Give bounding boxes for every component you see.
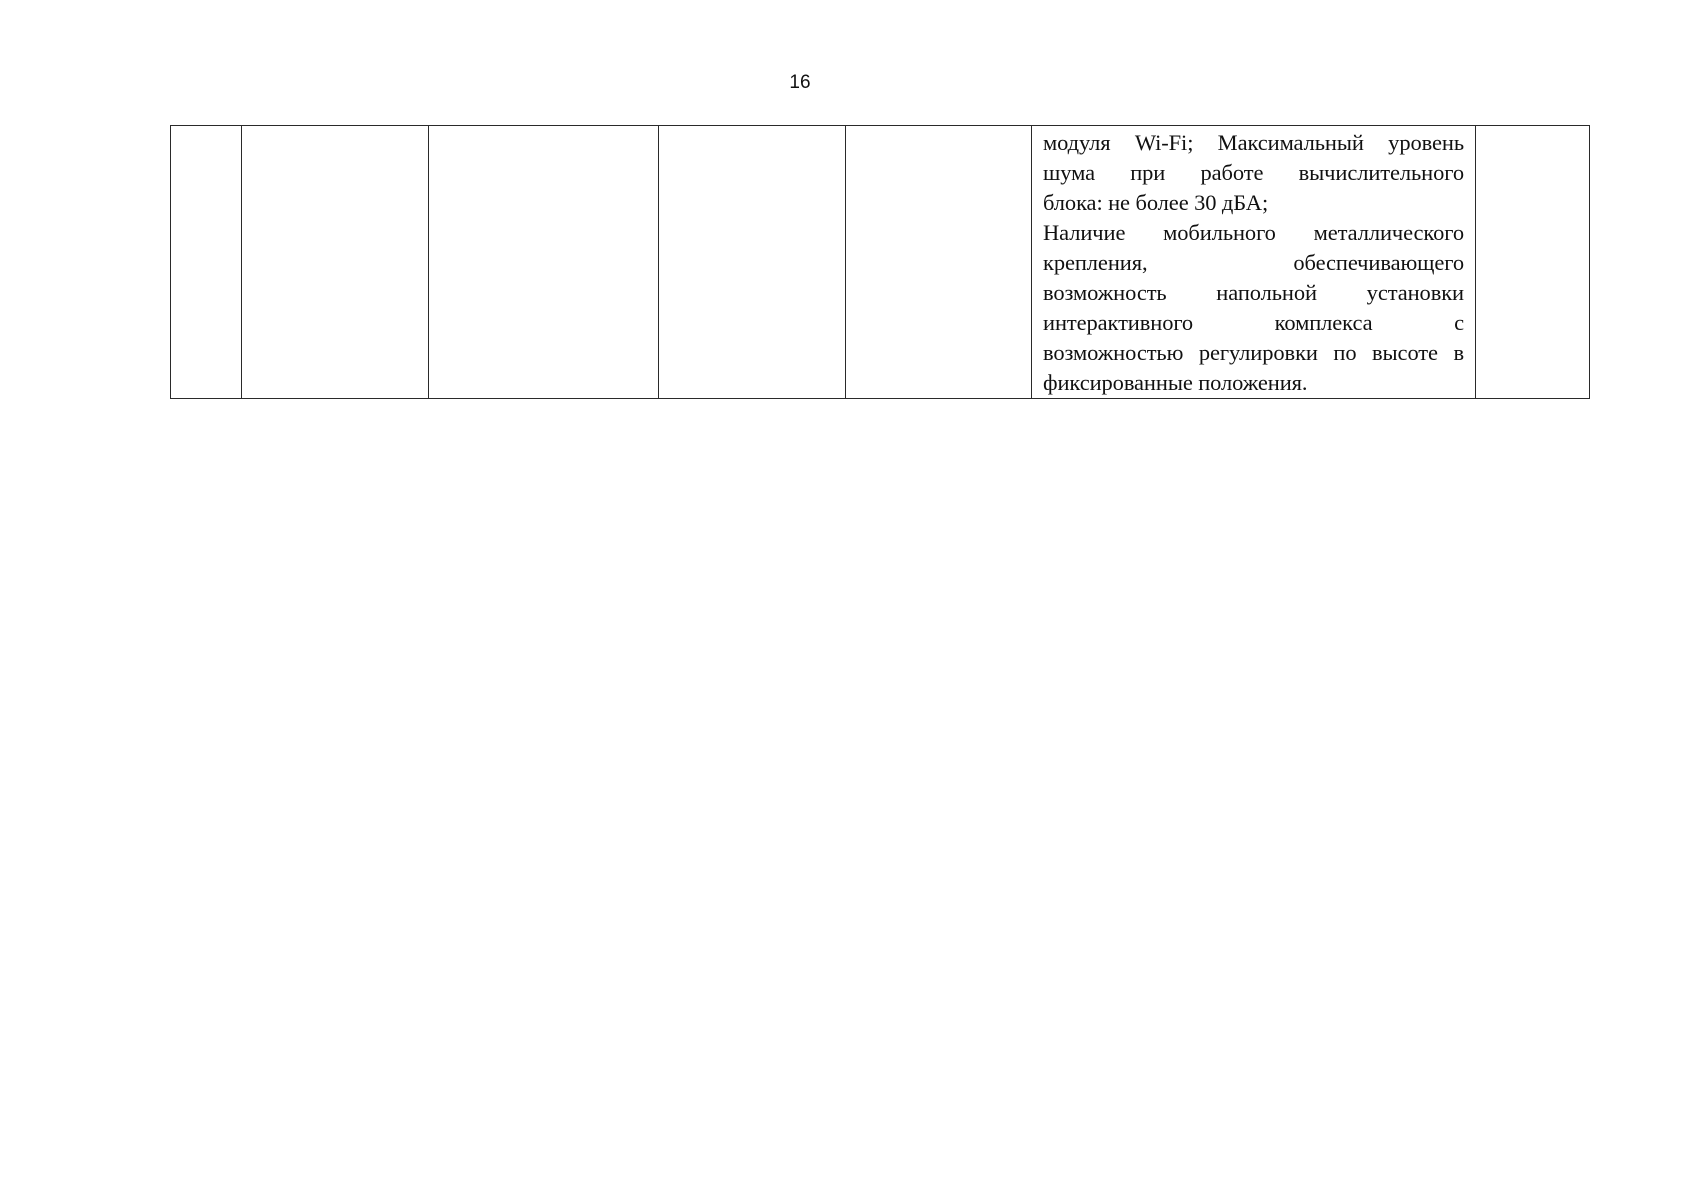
description-line: возможность напольной установки (1043, 280, 1464, 305)
description-line: модуля Wi-Fi; Максимальный уровень (1043, 130, 1464, 155)
table-cell-3 (429, 126, 659, 399)
description-line: Наличие мобильного металлического (1043, 220, 1464, 245)
table-row (171, 126, 1590, 399)
description-line: интерактивного комплекса с (1043, 310, 1464, 335)
table-cell-5 (846, 126, 1032, 399)
table-cell-2 (242, 126, 429, 399)
table-cell-4 (659, 126, 846, 399)
description-line: возможностью регулировки по высоте в (1043, 340, 1464, 365)
table-cell-7 (1476, 126, 1590, 399)
specification-table (170, 125, 1590, 399)
page-number: 16 (789, 72, 811, 93)
description-line: шума при работе вычислительного (1043, 160, 1464, 185)
description-line: блока: не более 30 дБА; (1043, 190, 1269, 215)
table-cell-description (1032, 126, 1476, 399)
table-cell-number (171, 126, 242, 399)
description-line: фиксированные положения. (1043, 370, 1308, 395)
description-line: крепления, обеспечивающего (1043, 250, 1464, 275)
